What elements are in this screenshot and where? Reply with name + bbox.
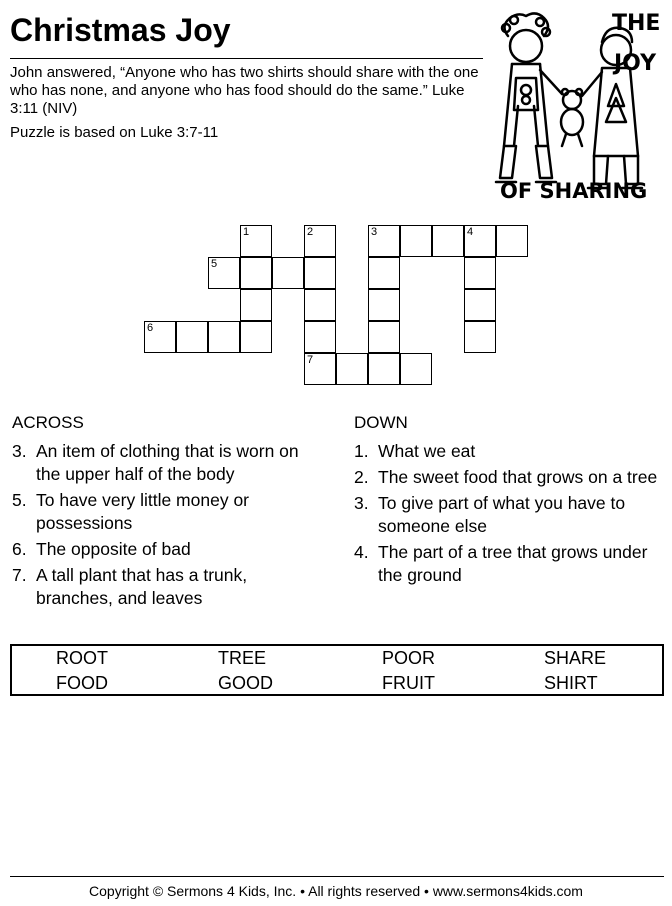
crossword-cell[interactable] [464,321,496,353]
clue-number: 5 [211,258,218,270]
across-clue [12,440,324,486]
crossword-cell[interactable] [400,225,432,257]
crossword-cell[interactable] [304,257,336,289]
logo-text-the: THE [612,11,661,36]
clue-number: 4 [467,226,474,238]
across-clue [12,489,324,535]
crossword-cell[interactable] [368,289,400,321]
down-clue [354,466,660,489]
crossword-cell[interactable] [304,289,336,321]
down-heading: DOWN [354,413,408,432]
clue-text: An item of clothing that is worn on the upper half of the body [36,441,299,484]
crossword-cell[interactable] [240,225,272,257]
across-heading: ACROSS [12,413,84,432]
page-title: Christmas Joy [10,12,231,48]
clue-text: To give part of what you have to someone else [378,493,626,536]
clue-text: What we eat [378,441,476,461]
clue-num: 1. [354,441,369,461]
crossword-cell[interactable] [496,225,528,257]
down-clue [354,440,660,463]
crossword-cell[interactable] [272,257,304,289]
across-clue [12,538,324,561]
down-clue [354,492,660,538]
crossword-cell[interactable] [304,225,336,257]
joy-of-sharing-logo [490,6,668,206]
clue-number: 7 [307,354,314,366]
word-bank-item: POOR [382,648,436,668]
down-clue [354,541,660,587]
crossword-cell[interactable] [176,321,208,353]
crossword-cell[interactable] [208,257,240,289]
clue-text: The opposite of bad [36,539,191,559]
word-bank-item: SHIRT [544,673,598,693]
logo-text-joy: JOY [614,51,657,76]
clue-number: 1 [243,226,250,238]
clue-number: 3 [371,226,378,238]
crossword-cell[interactable] [368,225,400,257]
clue-num: 6. [12,539,27,559]
crossword-cell[interactable] [464,289,496,321]
clue-number: 2 [307,226,314,238]
word-bank-item: FOOD [56,673,108,693]
crossword-cell[interactable] [400,353,432,385]
clue-text: A tall plant that has a trunk, branches, and leaves [36,565,248,608]
clue-num: 7. [12,565,27,585]
crossword-cell[interactable] [304,353,336,385]
clue-num: 3. [12,441,27,461]
crossword-cell[interactable] [240,289,272,321]
word-bank-item: FRUIT [382,673,435,693]
clue-num: 5. [12,490,27,510]
across-clue [12,564,324,610]
crossword-cell[interactable] [464,225,496,257]
word-bank-item: GOOD [218,673,274,693]
crossword-cell[interactable] [336,353,368,385]
logo-text-sharing: OF SHARING [500,179,648,203]
clue-num: 2. [354,467,369,487]
clue-number: 6 [147,322,154,334]
copyright-footer: Copyright © Sermons 4 Kids, Inc. • All rights reserved • www.sermons4kids.com [89,883,583,899]
crossword-cell[interactable] [240,321,272,353]
word-bank [10,644,664,696]
crossword-cell[interactable] [304,321,336,353]
word-bank-item: SHARE [544,648,607,668]
crossword-cell[interactable] [464,257,496,289]
clue-text: To have very little money or possessions [36,490,250,533]
down-clues [354,440,660,590]
word-bank-item: TREE [218,648,267,668]
clue-num: 3. [354,493,369,513]
clue-num: 4. [354,542,369,562]
crossword-cell[interactable] [432,225,464,257]
crossword-cell[interactable] [368,321,400,353]
crossword-cell[interactable] [208,321,240,353]
crossword-cell[interactable] [368,257,400,289]
crossword-cell[interactable] [368,353,400,385]
word-bank-item: ROOT [56,648,108,668]
puzzle-basis: Puzzle is based on Luke 3:7-11 [10,124,219,141]
footer-divider [10,876,664,877]
title-underline [10,58,483,59]
scripture-verse: John answered, “Anyone who has two shirts should share with the one who has none, and anyone who has food should do the same.” Luke 3:11 (NIV) [10,64,479,117]
crossword-cell[interactable] [240,257,272,289]
crossword-cell[interactable] [144,321,176,353]
clue-text: The sweet food that grows on a tree [378,467,658,487]
across-clues [12,440,324,613]
clue-text: The part of a tree that grows under the ground [378,542,648,585]
